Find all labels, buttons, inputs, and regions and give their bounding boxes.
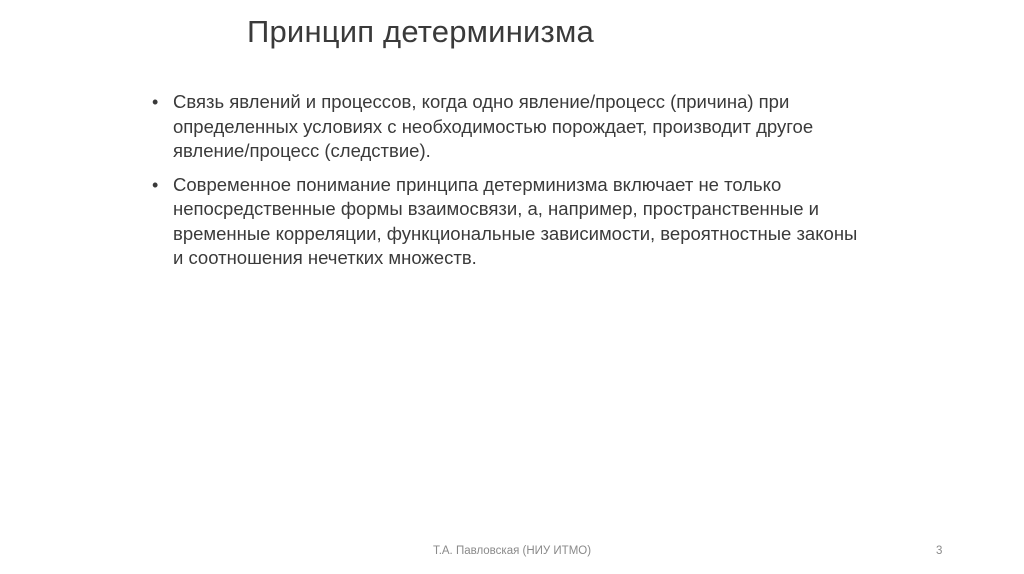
bullet-list xyxy=(152,90,872,280)
slide-footer: Т.А. Павловская (НИУ ИТМО) xyxy=(432,545,592,557)
slide-title: Принцип детерминизма xyxy=(247,14,594,49)
bullet-dot-icon: • xyxy=(152,174,159,195)
bullet-item xyxy=(152,90,872,164)
bullet-text: Связь явлений и процессов, когда одно явление/процесс (причина) при определенных условиях с необходимостью порождает, производит другое явление/процесс (следствие). xyxy=(173,91,814,161)
bullet-dot-icon: • xyxy=(152,92,159,112)
bullet-item xyxy=(152,173,872,271)
bullet-text: Современное понимание принципа детерминизма включает не только непосредственные формы взаимосвязи, а, например, пространственные и временные корреляции, функциональные зависимости, вероятностные законы и соотношения нечетких множеств. xyxy=(173,173,858,268)
page-number: 3 xyxy=(936,545,943,557)
